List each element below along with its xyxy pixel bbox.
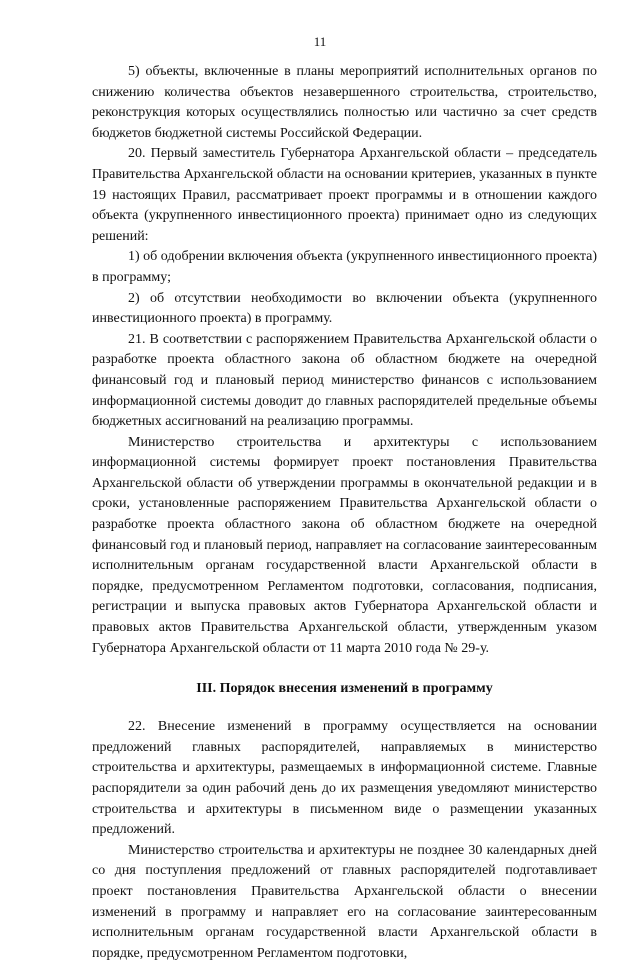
page-number: 11 <box>313 34 327 49</box>
clause-22: 22. Внесение изменений в программу осуществляется на основании предложений главных распорядителей, направляемых в министерство строительства и архитектуры, размещаемых в информационной системе. Главные распорядители за один рабочий день до их размещения уведомляют министерство строительства и архитектуры в письменном виде о размещении указанных предложений. <box>92 719 597 838</box>
document-body <box>92 62 597 964</box>
clause-20: 20. Первый заместитель Губернатора Архангельской области – председатель Правительства Архангельской области на основании критериев, указанных в пункте 19 настоящих Правил, рассматривает проект программы и в отношении каждого объекта (укрупненного инвестиционного проекта) принимает одно из следующих решений: <box>92 146 597 244</box>
clause-22-ministry-paragraph: Министерство строительства и архитектуры не позднее 30 календарных дней со дня поступления предложений от главных распорядителей подготавливает проект постановления Правительства Архангельской области о внесении изменений в программу и направляет его на согласование заинтересованным исполнительным органам государственной власти Архангельской области в порядке, предусмотренном Регламентом подготовки, <box>92 842 597 961</box>
clause-21: 21. В соответствии с распоряжением Правительства Архангельской области о разработке проекта областного закона об областном бюджете на очередной финансовый год и плановый период министерство финансов с использованием информационной системы доводит до главных распорядителей предельные объемы бюджетных ассигнований на реализацию программы. <box>92 331 597 430</box>
decision-option-2: 2) об отсутствии необходимости во включении объекта (укрупненного инвестиционного проекта) в программу. <box>92 290 597 327</box>
section-heading: III. Порядок внесения изменений в программу <box>196 681 493 697</box>
clause-21-ministry-paragraph: Министерство строительства и архитектуры с использованием информационной системы формирует проект постановления Правительства Архангельской области об утверждении программы в окончательной редакции и в сроки, установленные распоряжением Правительства Архангельской области о разработке проекта областного закона об областном бюджете на очередной финансовый год и плановый период, направляет на согласование заинтересованным исполнительным органам государственной власти Архангельской области в порядке, предусмотренном Регламентом подготовки, согласования, подписания, регистрации и выпуска правовых актов Губернатора Архангельской области и правовых актов Правительства Архангельской области, утвержденным указом Губернатора Архангельской области от 11 марта 2010 года № 29-у. <box>92 434 597 656</box>
list-item-5-objects: 5) объекты, включенные в планы мероприятий исполнительных органов по снижению количества объектов незавершенного строительства, строительство, реконструкция которых осуществлялись полностью или частично за счет средств бюджетов бюджетной системы Российской Федерации. <box>92 64 597 141</box>
decision-option-1: 1) об одобрении включения объекта (укрупненного инвестиционного проекта) в программу; <box>92 249 597 285</box>
